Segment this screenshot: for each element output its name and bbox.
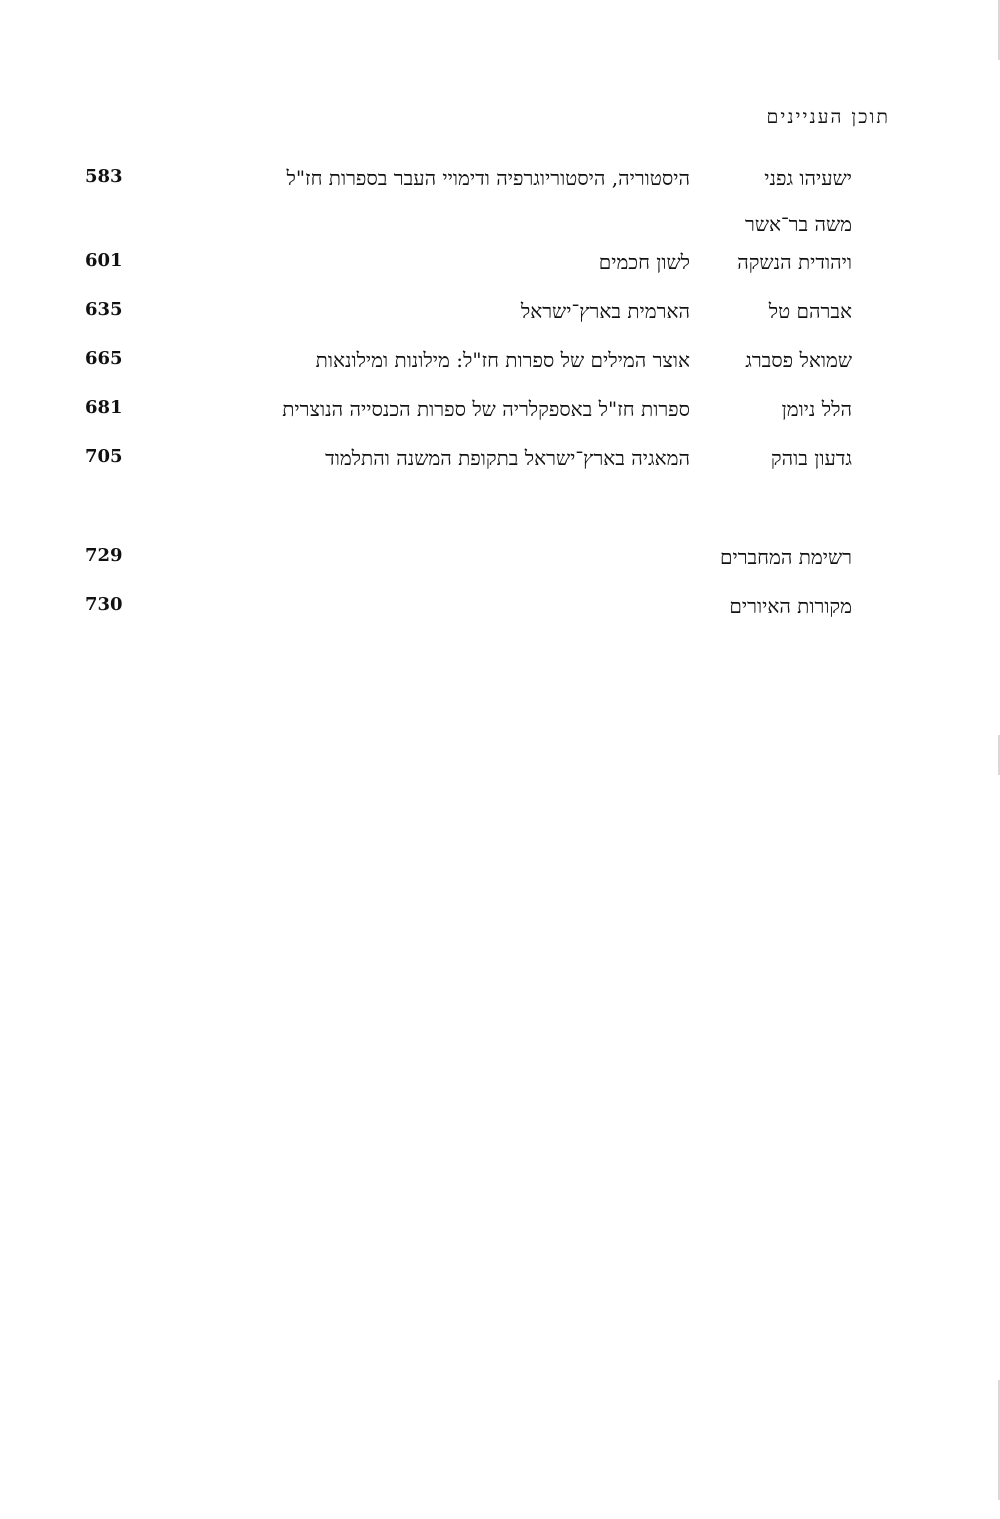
toc-entry xyxy=(80,299,852,329)
entry-page-number: 635 xyxy=(85,299,123,320)
entry-page-number: 705 xyxy=(85,446,123,467)
entry-author: גדעון בוהק xyxy=(770,446,852,470)
toc-entry xyxy=(80,212,852,280)
entry-title: ספרות חז"ל באספקלריה של ספרות הכנסייה הנוצרית xyxy=(282,397,690,421)
toc-entry xyxy=(80,446,852,476)
toc-entry xyxy=(80,397,852,427)
entry-author: הלל ניומן xyxy=(781,397,852,421)
backmatter-page-number: 729 xyxy=(85,545,123,566)
entry-author-first: משה בר־אשר xyxy=(745,212,852,236)
backmatter-label: רשימת המחברים xyxy=(719,545,852,569)
toc-entry xyxy=(80,166,852,196)
backmatter-label: מקורות האיורים xyxy=(729,594,852,618)
toc-backmatter-entry xyxy=(80,545,852,575)
entry-title: לשון חכמים xyxy=(598,250,690,274)
running-head: תוכן העניינים xyxy=(766,106,890,128)
entry-page-number: 601 xyxy=(85,250,123,271)
entry-page-number: 665 xyxy=(85,348,123,369)
entry-title: אוצר המילים של ספרות חז"ל: מילונות ומילונאות xyxy=(315,348,690,372)
toc-backmatter-entry xyxy=(80,594,852,624)
entry-title: היסטוריה, היסטוריוגרפיה ודימויי העבר בספרות חז"ל xyxy=(286,166,690,190)
entry-page-number: 681 xyxy=(85,397,123,418)
entry-page-number: 583 xyxy=(85,166,123,187)
entry-author: ישעיהו גפני xyxy=(764,166,852,190)
entry-author: ויהודית הנשקה xyxy=(737,250,852,274)
backmatter-page-number: 730 xyxy=(85,594,123,615)
entry-title: הארמית בארץ־ישראל xyxy=(520,299,690,323)
entry-title: המאגיה בארץ־ישראל בתקופת המשנה והתלמוד xyxy=(325,446,690,470)
entry-author: שמואל פסברג xyxy=(745,348,852,372)
entry-author: אברהם טל xyxy=(768,299,852,323)
toc-entry xyxy=(80,348,852,378)
